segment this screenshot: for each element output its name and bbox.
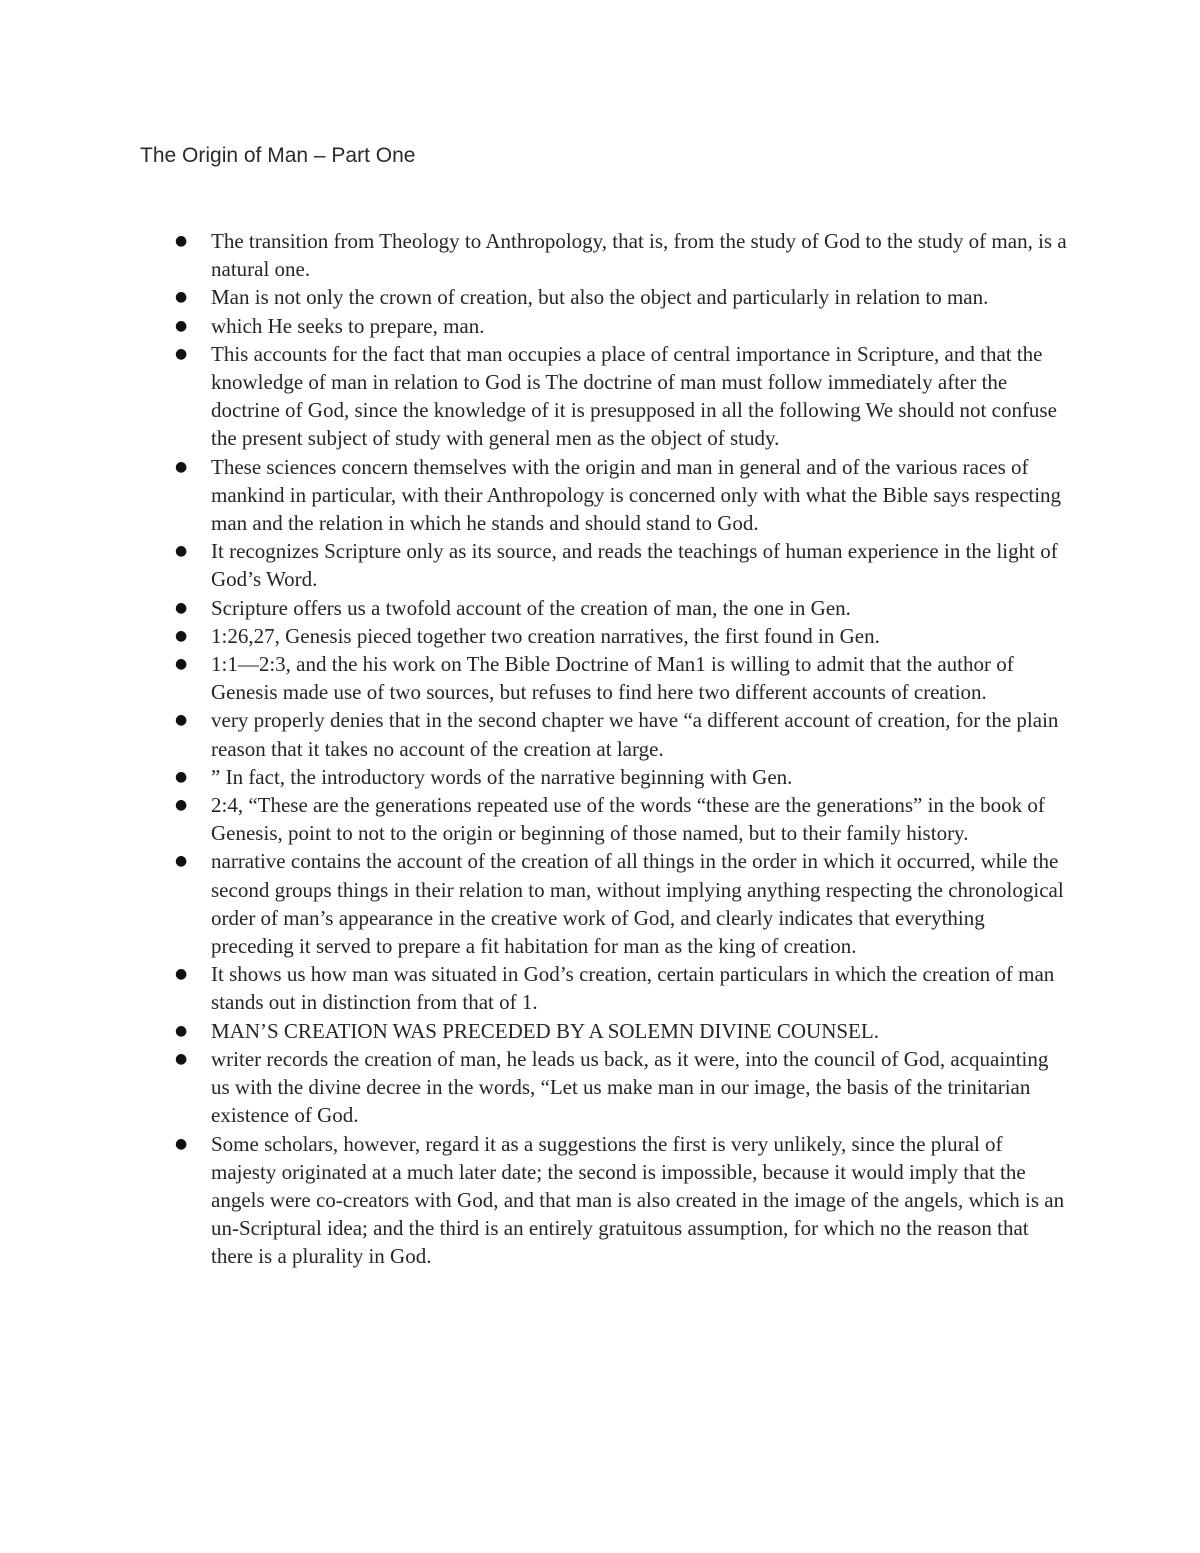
- list-item-text: 1:1—2:3, and the his work on The Bible Doctrine of Man1 is willing to admit that the author of Genesis made use of two sources, but refuses to find here two different accounts of creation.: [211, 652, 1014, 705]
- list-item: [175, 1130, 1071, 1271]
- list-item: [175, 594, 1071, 622]
- bullet-icon: ●: [175, 317, 188, 334]
- list-item-text: It shows us how man was situated in God’s creation, certain particulars in which the creation of man stands out in distinction from that of 1.: [211, 962, 1055, 1015]
- bullet-icon: ●: [175, 797, 188, 814]
- list-item-text: The transition from Theology to Anthropology, that is, from the study of God to the study of man, is a natural one.: [211, 229, 1067, 282]
- list-item-text: writer records the creation of man, he leads us back, as it were, into the council of God, acquainting us with the divine decree in the words, “Let us make man in our image, the basis of the trinitarian existence of God.: [211, 1046, 1049, 1128]
- list-item: [175, 1017, 1071, 1045]
- list-item: [175, 537, 1071, 593]
- list-item: [175, 960, 1071, 1016]
- list-item-text: very properly denies that in the second chapter we have “a different account of creation, for the plain reason that it takes no account of the creation at large.: [211, 708, 1059, 761]
- list-item-text: This accounts for the fact that man occupies a place of central importance in Scripture, and that the knowledge of man in relation to God is The doctrine of man must follow immediately after the doctrine of God, since the knowledge of it is presupposed in all the following We should not confuse the present subject of study with general men as the object of study.: [211, 341, 1057, 451]
- bullet-icon: ●: [175, 1050, 188, 1067]
- bullet-list: [175, 227, 1071, 1271]
- bullet-icon: ●: [175, 458, 188, 475]
- list-item: [175, 1045, 1071, 1130]
- list-item: [175, 312, 1071, 340]
- list-item-text: ” In fact, the introductory words of the narrative beginning with Gen.: [211, 764, 793, 789]
- list-item-text: Scripture offers us a twofold account of the creation of man, the one in Gen.: [211, 595, 851, 620]
- bullet-icon: ●: [175, 656, 188, 673]
- bullet-icon: ●: [175, 712, 188, 729]
- page-title: The Origin of Man – Part One: [140, 144, 416, 167]
- bullet-icon: ●: [175, 345, 188, 362]
- list-item: [175, 227, 1071, 283]
- list-item-text: 2:4, “These are the generations repeated use of the words “these are the generations” in the book of Genesis, point to not to the origin or beginning of those named, but to their family history.: [211, 793, 1045, 846]
- list-item: [175, 340, 1071, 453]
- list-item: [175, 453, 1071, 538]
- bullet-icon: ●: [175, 627, 188, 644]
- list-item-text: These sciences concern themselves with the origin and man in general and of the various races of mankind in particular, with their Anthropology is concerned only with what the Bible says respecting man and the relation in which he stands and should stand to God.: [211, 454, 1062, 536]
- list-item: [175, 706, 1071, 762]
- list-item-text: It recognizes Scripture only as its source, and reads the teachings of human experience in the light of God’s Word.: [211, 539, 1058, 592]
- bullet-icon: ●: [175, 1022, 188, 1039]
- list-item-text: Man is not only the crown of creation, but also the object and particularly in relation to man.: [211, 285, 989, 310]
- list-item-text: 1:26,27, Genesis pieced together two creation narratives, the first found in Gen.: [211, 623, 880, 648]
- bullet-icon: ●: [175, 289, 188, 306]
- list-item: [175, 622, 1071, 650]
- list-item: [175, 650, 1071, 706]
- list-item-text: narrative contains the account of the creation of all things in the order in which it occurred, while the second groups things in their relation to man, without implying anything respecting the chronological order of man’s appearance in the creative work of God, and clearly indicates that everything preceding it served to prepare a fit habitation for man as the king of creation.: [211, 849, 1064, 959]
- bullet-icon: ●: [175, 599, 188, 616]
- list-item-text: which He seeks to prepare, man.: [211, 313, 485, 338]
- list-item: [175, 763, 1071, 791]
- bullet-icon: ●: [175, 853, 188, 870]
- bullet-icon: ●: [175, 768, 188, 785]
- bullet-icon: ●: [175, 1135, 188, 1152]
- bullet-icon: ●: [175, 233, 188, 249]
- list-item: [175, 847, 1071, 960]
- list-item-text: MAN’S CREATION WAS PRECEDED BY A SOLEMN DIVINE COUNSEL.: [211, 1018, 879, 1043]
- list-item: [175, 791, 1071, 847]
- list-item: [175, 283, 1071, 311]
- list-item-text: Some scholars, however, regard it as a suggestions the first is very unlikely, since the plural of majesty originated at a much later date; the second is impossible, because it would imply that the angels were co-creators with God, and that man is also created in the image of the angels, which is an un-Scriptural idea; and the third is an entirely gratuitous assumption, for which no the reason that there is a plurality in God.: [211, 1131, 1065, 1269]
- bullet-icon: ●: [175, 543, 188, 560]
- bullet-icon: ●: [175, 966, 188, 983]
